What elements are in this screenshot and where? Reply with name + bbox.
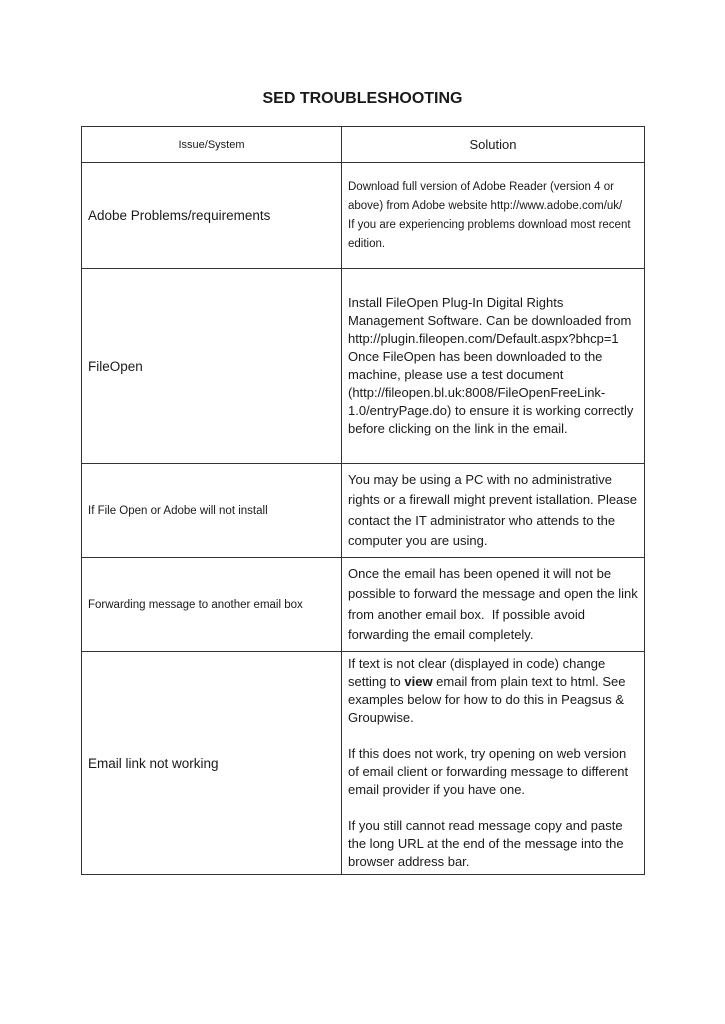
issue-cell: Email link not working	[82, 652, 342, 875]
header-issue-system: Issue/System	[82, 127, 342, 163]
solution-cell	[342, 652, 645, 875]
issue-cell: If File Open or Adobe will not install	[82, 464, 342, 558]
solution-cell: You may be using a PC with no administrative rights or a firewall might prevent istallation. Please contact the IT administrator who attends to the computer you are using.	[342, 464, 645, 558]
table-row	[82, 464, 645, 558]
header-solution: Solution	[342, 127, 645, 163]
paragraph-gap	[348, 727, 638, 745]
troubleshooting-table	[81, 126, 645, 875]
table-header-row	[82, 127, 645, 163]
table-row	[82, 652, 645, 875]
solution-paragraph: If this does not work, try opening on web version of email client or forwarding message to different email provider if you have one.	[348, 746, 629, 797]
issue-cell: FileOpen	[82, 269, 342, 464]
table-row	[82, 558, 645, 652]
paragraph-gap	[348, 799, 638, 817]
solution-cell: Download full version of Adobe Reader (version 4 or above) from Adobe website http://www.adobe.com/uk/ If you are experiencing problems download most recent edition.	[342, 163, 645, 269]
issue-cell: Adobe Problems/requirements	[82, 163, 342, 269]
solution-bold-text: view	[404, 674, 433, 689]
solution-cell: Install FileOpen Plug-In Digital Rights Management Software. Can be downloaded from http://plugin.fileopen.com/Default.aspx?bhcp=1 Once FileOpen has been downloaded to the machine, please use a test document (http://fileopen.bl.uk:8008/FileOpenFreeLink-1.0/entryPage.do) to ensure it is working correctly before clicking on the link in the email.	[342, 269, 645, 464]
issue-cell: Forwarding message to another email box	[82, 558, 342, 652]
table-row	[82, 163, 645, 269]
solution-paragraph: If you still cannot read message copy and paste the long URL at the end of the message into the browser address bar.	[348, 818, 624, 869]
solution-text: If text is not clear (displayed in code) change setting to	[348, 656, 606, 689]
solution-paragraph	[348, 655, 638, 727]
table-row	[82, 269, 645, 464]
solution-cell: Once the email has been opened it will not be possible to forward the message and open the link from another email box. If possible avoid forwarding the email completely.	[342, 558, 645, 652]
solution-text: email from plain text to html. See examples below for how to do this in Peagsus & Groupwise.	[348, 674, 626, 725]
page-title: SED TROUBLESHOOTING	[262, 90, 463, 107]
